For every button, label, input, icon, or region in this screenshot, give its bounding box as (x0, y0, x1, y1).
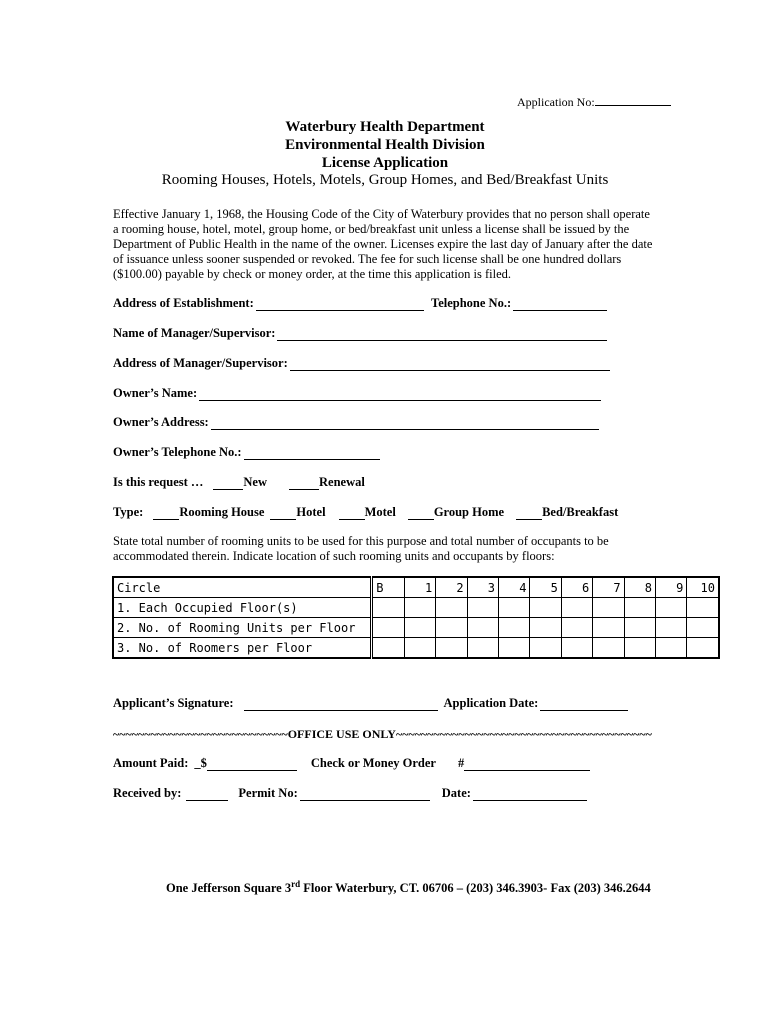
table-cell[interactable] (593, 638, 624, 659)
table-cell[interactable] (467, 638, 498, 659)
signature-label: Applicant’s Signature: (113, 696, 234, 710)
table-row (113, 618, 719, 638)
table-cell[interactable] (624, 618, 655, 638)
table-cell[interactable] (655, 638, 686, 659)
date-input[interactable] (473, 789, 587, 801)
table-cell[interactable] (404, 598, 435, 618)
footer-address (166, 879, 651, 896)
address-establishment-label: Address of Establishment: (113, 296, 254, 310)
telephone-label: Telephone No.: (431, 296, 512, 310)
floor-b[interactable]: B (372, 577, 405, 598)
table-cell[interactable] (655, 618, 686, 638)
table-cell[interactable] (436, 598, 467, 618)
owner-telephone-field (113, 445, 380, 460)
owner-address-field (113, 415, 599, 430)
table-cell[interactable] (467, 598, 498, 618)
application-no-label: Application No: (517, 95, 595, 109)
permit-no-input[interactable] (300, 789, 430, 801)
group-home-label: Group Home (433, 505, 505, 519)
intro-paragraph: Effective January 1, 1968, the Housing Code of the City of Waterbury provides that no person shall operate a rooming house, hotel, motel, group home, or bed/breakfast unit unless a license shall be issued by the Department of Public Health in the name of the owner. Licenses expire the last day of January after the date of issuance unless sooner suspended or revoked. The fee for such license shall be one hundred dollars ($100.00) payable by check or money order, at the time this application is filed. (113, 207, 653, 281)
table-cell[interactable] (593, 618, 624, 638)
request-type-field (113, 475, 365, 490)
address-establishment-input[interactable] (256, 299, 424, 311)
state-instructions: State total number of rooming units to be used for this purpose and total number of occupants to be accommodated therein. Indicate location of such rooming units and occupants by floors: (113, 534, 609, 563)
motel-label: Motel (364, 505, 396, 519)
floor-8[interactable]: 8 (624, 577, 655, 598)
table-cell[interactable] (624, 638, 655, 659)
table-cell[interactable] (372, 618, 405, 638)
table-header-row (113, 577, 719, 598)
owner-name-field (113, 386, 601, 401)
floor-10[interactable]: 10 (687, 577, 719, 598)
manager-address-input[interactable] (290, 359, 610, 371)
payment-method-label: Check or Money Order (310, 756, 436, 770)
table-cell[interactable] (467, 618, 498, 638)
owner-name-label: Owner’s Name: (113, 386, 198, 400)
floor-9[interactable]: 9 (655, 577, 686, 598)
new-checkbox[interactable] (213, 478, 243, 490)
owner-address-input[interactable] (211, 418, 599, 430)
renewal-label: Renewal (319, 475, 365, 489)
manager-address-field (113, 356, 610, 371)
owner-telephone-label: Owner’s Telephone No.: (113, 445, 242, 459)
owner-name-input[interactable] (199, 389, 601, 401)
check-number-input[interactable] (464, 759, 590, 771)
table-cell[interactable] (624, 598, 655, 618)
bed-breakfast-checkbox[interactable] (516, 508, 542, 520)
table-cell[interactable] (530, 638, 561, 659)
office-use-divider: ~~~~~~~~~~~~~~~~~~~~~~~~~~~~OFFICE USE ONLY~~~~~~~~~~~~~~~~~~~~~~~~~~~~~~~~~~~~~~~~~ (113, 727, 652, 741)
telephone-field (431, 296, 607, 311)
table-cell[interactable] (530, 598, 561, 618)
table-row (113, 598, 719, 618)
table-cell[interactable] (404, 638, 435, 659)
rooming-house-checkbox[interactable] (153, 508, 179, 520)
telephone-input[interactable] (513, 299, 607, 311)
application-no (517, 94, 671, 110)
address-establishment-field (113, 296, 424, 311)
form-subtitle: Rooming Houses, Hotels, Motels, Group Homes, and Bed/Breakfast Units (161, 172, 609, 188)
request-type-label: Is this request … (113, 475, 204, 489)
table-cell[interactable] (436, 618, 467, 638)
amount-prefix: _$ (194, 756, 207, 770)
floor-5[interactable]: 5 (530, 577, 561, 598)
amount-paid-field (113, 756, 590, 771)
amount-paid-label: Amount Paid: (113, 756, 189, 770)
establishment-type-label: Type: (113, 505, 144, 519)
bed-breakfast-label: Bed/Breakfast (542, 505, 619, 519)
signature-input[interactable] (244, 699, 438, 711)
table-cell[interactable] (372, 638, 405, 659)
group-home-checkbox[interactable] (408, 508, 434, 520)
footer-address-part1: One Jefferson Square 3 (166, 881, 292, 896)
table-cell[interactable] (687, 598, 719, 618)
rooming-units-label: 2. No. of Rooming Units per Floor (113, 618, 372, 638)
received-by-label: Received by: (113, 786, 182, 800)
table-cell[interactable] (687, 638, 719, 659)
application-no-input[interactable] (595, 94, 671, 106)
manager-name-input[interactable] (277, 329, 607, 341)
permit-no-label: Permit No: (238, 786, 298, 800)
occupied-floor-label: 1. Each Occupied Floor(s) (113, 598, 372, 618)
department-title: Waterbury Health Department (285, 119, 485, 135)
table-cell[interactable] (499, 638, 530, 659)
floor-2[interactable]: 2 (436, 577, 467, 598)
owner-telephone-input[interactable] (244, 448, 380, 460)
table-cell[interactable] (655, 598, 686, 618)
establishment-type-field (113, 505, 618, 520)
motel-checkbox[interactable] (339, 508, 365, 520)
roomers-label: 3. No. of Roomers per Floor (113, 638, 372, 659)
rooming-house-label: Rooming House (179, 505, 265, 519)
receipt-field (113, 786, 587, 801)
floor-3[interactable]: 3 (467, 577, 498, 598)
application-date-input[interactable] (540, 699, 628, 711)
floor-6[interactable]: 6 (561, 577, 592, 598)
table-cell[interactable] (593, 598, 624, 618)
table-cell[interactable] (530, 618, 561, 638)
circle-header: Circle (113, 577, 372, 598)
table-cell[interactable] (404, 618, 435, 638)
hotel-checkbox[interactable] (270, 508, 296, 520)
table-cell[interactable] (499, 618, 530, 638)
table-row (113, 638, 719, 659)
manager-name-field (113, 326, 607, 341)
table-cell[interactable] (561, 598, 592, 618)
division-title: Environmental Health Division (285, 137, 485, 153)
table-cell[interactable] (372, 598, 405, 618)
floor-7[interactable]: 7 (593, 577, 624, 598)
manager-address-label: Address of Manager/Supervisor: (113, 356, 288, 370)
table-cell[interactable] (561, 638, 592, 659)
hotel-label: Hotel (296, 505, 326, 519)
signature-field (113, 696, 628, 711)
application-date-label: Application Date: (443, 696, 539, 710)
table-cell[interactable] (499, 598, 530, 618)
date-label: Date: (441, 786, 471, 800)
table-cell[interactable] (436, 638, 467, 659)
owner-address-label: Owner’s Address: (113, 415, 209, 429)
floor-1[interactable]: 1 (404, 577, 435, 598)
received-by-input[interactable] (186, 789, 228, 801)
manager-name-label: Name of Manager/Supervisor: (113, 326, 276, 340)
floor-4[interactable]: 4 (499, 577, 530, 598)
footer-address-part2: Floor Waterbury, CT. 06706 – (203) 346.3903- Fax (203) 346.2644 (300, 881, 651, 896)
table-cell[interactable] (561, 618, 592, 638)
renewal-checkbox[interactable] (289, 478, 319, 490)
new-label: New (243, 475, 268, 489)
footer-superscript: rd (291, 879, 301, 889)
table-cell[interactable] (687, 618, 719, 638)
occupancy-table (112, 576, 720, 659)
form-title: License Application (321, 155, 449, 171)
amount-paid-input[interactable] (207, 759, 297, 771)
check-number-label: # (457, 756, 465, 770)
